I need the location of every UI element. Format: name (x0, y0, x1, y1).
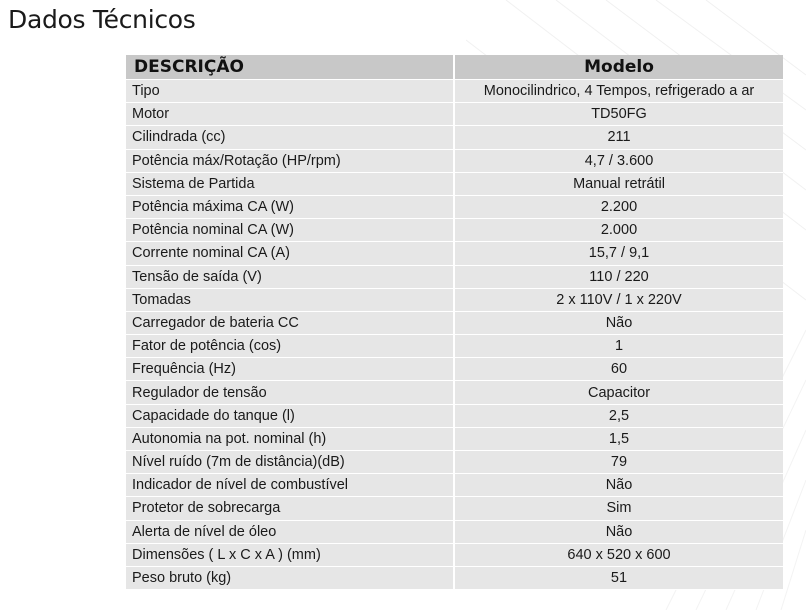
row-label: Cilindrada (cc) (126, 126, 455, 149)
row-label: Indicador de nível de combustível (126, 474, 455, 497)
row-label: Sistema de Partida (126, 173, 455, 196)
table-row (126, 497, 783, 520)
row-value: 640 x 520 x 600 (455, 544, 783, 567)
table-row (126, 544, 783, 567)
table-row (126, 474, 783, 497)
row-label: Tomadas (126, 289, 455, 312)
table-row (126, 150, 783, 173)
row-label: Protetor de sobrecarga (126, 497, 455, 520)
row-value: 2.000 (455, 219, 783, 242)
row-label: Nível ruído (7m de distância)(dB) (126, 451, 455, 474)
table-row (126, 312, 783, 335)
row-value: Capacitor (455, 381, 783, 404)
page-title: Dados Técnicos (8, 5, 196, 34)
row-label: Motor (126, 103, 455, 126)
row-label: Frequência (Hz) (126, 358, 455, 381)
header-row (126, 55, 783, 80)
row-value: 1 (455, 335, 783, 358)
row-label: Corrente nominal CA (A) (126, 242, 455, 265)
table-row (126, 567, 783, 590)
row-value: Não (455, 474, 783, 497)
row-label: Potência máx/Rotação (HP/rpm) (126, 150, 455, 173)
header-description: DESCRIÇÃO (126, 55, 455, 80)
row-label: Fator de potência (cos) (126, 335, 455, 358)
row-label: Autonomia na pot. nominal (h) (126, 428, 455, 451)
row-label: Potência máxima CA (W) (126, 196, 455, 219)
table-row (126, 266, 783, 289)
table-row (126, 289, 783, 312)
table-row (126, 405, 783, 428)
row-value: Não (455, 312, 783, 335)
row-value: 15,7 / 9,1 (455, 242, 783, 265)
table-row (126, 242, 783, 265)
table-row (126, 103, 783, 126)
table-row (126, 126, 783, 149)
row-label: Tensão de saída (V) (126, 266, 455, 289)
row-value: 110 / 220 (455, 266, 783, 289)
row-value: Não (455, 521, 783, 544)
table-row (126, 196, 783, 219)
row-value: 2.200 (455, 196, 783, 219)
table-row (126, 335, 783, 358)
spec-table (126, 55, 783, 590)
row-label: Capacidade do tanque (l) (126, 405, 455, 428)
table-row (126, 358, 783, 381)
row-value: Sim (455, 497, 783, 520)
row-value: 51 (455, 567, 783, 590)
row-value: 1,5 (455, 428, 783, 451)
row-label: Tipo (126, 80, 455, 103)
row-value: Manual retrátil (455, 173, 783, 196)
row-value: 2,5 (455, 405, 783, 428)
row-value: 79 (455, 451, 783, 474)
row-label: Peso bruto (kg) (126, 567, 455, 590)
row-value: 211 (455, 126, 783, 149)
spec-table-body (126, 80, 783, 590)
row-value: TD50FG (455, 103, 783, 126)
table-row (126, 428, 783, 451)
row-value: Monocilindrico, 4 Tempos, refrigerado a ar (455, 80, 783, 103)
table-row (126, 219, 783, 242)
row-label: Potência nominal CA (W) (126, 219, 455, 242)
row-label: Carregador de bateria CC (126, 312, 455, 335)
header-model: Modelo (455, 55, 783, 80)
table-row (126, 381, 783, 404)
row-value: 60 (455, 358, 783, 381)
spec-table-header (126, 55, 783, 80)
row-label: Regulador de tensão (126, 381, 455, 404)
table-row (126, 521, 783, 544)
table-row (126, 80, 783, 103)
table-row (126, 451, 783, 474)
table-row (126, 173, 783, 196)
row-value: 2 x 110V / 1 x 220V (455, 289, 783, 312)
row-label: Dimensões ( L x C x A ) (mm) (126, 544, 455, 567)
row-value: 4,7 / 3.600 (455, 150, 783, 173)
row-label: Alerta de nível de óleo (126, 521, 455, 544)
